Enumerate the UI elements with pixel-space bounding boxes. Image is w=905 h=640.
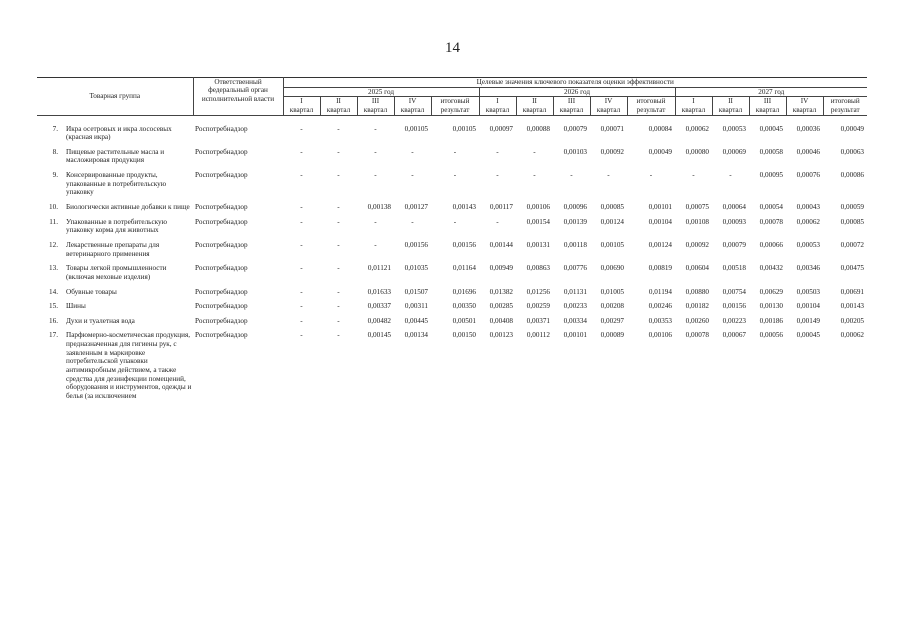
target-value-cell: 0,00092 bbox=[600, 147, 624, 156]
header-quarter-label-line2: квартал bbox=[749, 106, 786, 115]
target-value-cell: 0,00223 bbox=[722, 316, 746, 325]
responsible-org: Роспотребнадзор bbox=[195, 302, 248, 311]
target-value-cell: - bbox=[337, 240, 340, 249]
target-value-cell: 0,00105 bbox=[600, 240, 624, 249]
target-value-cell: 0,00049 bbox=[840, 124, 865, 133]
target-value-cell: - bbox=[300, 264, 303, 273]
target-value-cell: - bbox=[300, 147, 303, 156]
target-value-cell: - bbox=[300, 171, 303, 180]
target-value-cell: 0,00124 bbox=[648, 240, 672, 249]
product-group-name: Товары легкой промышленности (включая меховые изделия) bbox=[66, 264, 167, 281]
target-value-cell: 0,01633 bbox=[367, 287, 391, 296]
target-value-cell: - bbox=[570, 171, 573, 180]
target-value-cell: - bbox=[374, 240, 377, 249]
header-quarter-label-line2: результат bbox=[627, 106, 675, 115]
responsible-org: Роспотребнадзор bbox=[195, 124, 248, 133]
target-value-cell: 0,01164 bbox=[452, 264, 476, 273]
header-quarter-label-line2: квартал bbox=[786, 106, 823, 115]
header-quarter-label: I bbox=[479, 97, 516, 106]
header-quarter-label: III bbox=[357, 97, 394, 106]
target-value-cell: 0,00819 bbox=[648, 264, 672, 273]
target-value-cell: 0,00067 bbox=[722, 331, 746, 340]
target-value-cell: 0,00776 bbox=[563, 264, 587, 273]
target-value-cell: 0,01194 bbox=[648, 287, 672, 296]
target-value-cell: - bbox=[453, 217, 457, 226]
target-value-cell: 0,00297 bbox=[600, 316, 624, 325]
target-value-cell: - bbox=[729, 171, 732, 180]
target-value-cell: - bbox=[533, 171, 536, 180]
target-value-cell: - bbox=[533, 147, 536, 156]
target-value-cell: 0,00072 bbox=[840, 240, 865, 249]
target-value-cell: 0,00075 bbox=[685, 203, 709, 212]
target-value-cell: 0,01256 bbox=[526, 287, 550, 296]
target-value-cell: 0,01035 bbox=[404, 264, 428, 273]
header-quarter-label-line2: результат bbox=[823, 106, 867, 115]
target-value-cell: 0,00117 bbox=[489, 203, 513, 212]
target-value-cell: 0,00045 bbox=[796, 331, 820, 340]
header-quarter-label: III bbox=[553, 97, 590, 106]
target-value-cell: 0,01507 bbox=[404, 287, 428, 296]
target-value-cell: - bbox=[337, 302, 340, 311]
target-value-cell: - bbox=[300, 302, 303, 311]
target-value-cell: 0,00063 bbox=[840, 147, 865, 156]
target-value-cell: 0,00053 bbox=[796, 240, 820, 249]
target-value-cell: - bbox=[453, 171, 457, 180]
target-value-cell: 0,00208 bbox=[600, 302, 624, 311]
responsible-org: Роспотребнадзор bbox=[195, 217, 248, 226]
header-quarter-label-line2: квартал bbox=[590, 106, 627, 115]
target-value-cell: 0,00311 bbox=[404, 302, 428, 311]
header-year-2027: 2027 год bbox=[675, 87, 867, 97]
target-value-cell: 0,00104 bbox=[796, 302, 820, 311]
target-value-cell: 0,00036 bbox=[796, 124, 820, 133]
header-quarter-label-line2: результат bbox=[431, 106, 479, 115]
table-row bbox=[37, 285, 867, 300]
target-value-cell: - bbox=[411, 217, 414, 226]
target-value-cell: 0,00156 bbox=[722, 302, 746, 311]
target-value-cell: 0,00233 bbox=[563, 302, 587, 311]
header-targets-title: Целевые значения ключевого показателя оценки эффективности bbox=[283, 78, 867, 88]
header-quarter-label: итоговый bbox=[431, 97, 479, 106]
row-number: 7. bbox=[52, 124, 58, 133]
row-number: 8. bbox=[52, 147, 58, 156]
page-number: 14 bbox=[445, 40, 460, 56]
target-value-cell: 0,00482 bbox=[367, 316, 391, 325]
target-value-cell: - bbox=[337, 331, 340, 340]
row-number: 13. bbox=[49, 264, 58, 273]
target-value-cell: 0,00045 bbox=[759, 124, 783, 133]
header-quarter-label: IV bbox=[590, 97, 627, 106]
target-value-cell: 0,00182 bbox=[685, 302, 709, 311]
target-value-cell: - bbox=[607, 171, 610, 180]
table-row bbox=[37, 238, 867, 261]
target-value-cell: 0,00118 bbox=[563, 240, 587, 249]
target-value-cell: 0,00246 bbox=[648, 302, 672, 311]
header-quarter-label-line2: квартал bbox=[394, 106, 431, 115]
target-value-cell: 0,00059 bbox=[840, 203, 865, 212]
target-value-cell: - bbox=[300, 316, 303, 325]
target-value-cell: 0,00138 bbox=[367, 203, 391, 212]
target-value-cell: 0,00080 bbox=[685, 147, 709, 156]
target-value-cell: 0,00156 bbox=[404, 240, 428, 249]
target-value-cell: - bbox=[337, 316, 340, 325]
target-value-cell: 0,00062 bbox=[840, 331, 865, 340]
target-value-cell: 0,00949 bbox=[489, 264, 513, 273]
target-value-cell: 0,00079 bbox=[563, 124, 587, 133]
target-value-cell: 0,00123 bbox=[489, 331, 513, 340]
target-value-cell: 0,00285 bbox=[489, 302, 513, 311]
table-row bbox=[37, 328, 867, 403]
target-value-cell: 0,00046 bbox=[796, 147, 820, 156]
responsible-org: Роспотребнадзор bbox=[195, 240, 248, 249]
header-quarter-label: IV bbox=[786, 97, 823, 106]
target-value-cell: - bbox=[374, 147, 377, 156]
target-value-cell: 0,01696 bbox=[452, 287, 476, 296]
product-group-name: Парфюмерно-косметическая продукция, предназначенная для гигиены рук, с заявленным в маркировке потребительской упаковки антимикробным действием, а также средства для дезинфекции помещений, оборудования и инструментов, одежды и белья (за исключением bbox=[66, 331, 192, 400]
target-value-cell: 0,00143 bbox=[840, 302, 865, 311]
target-value-cell: 0,00604 bbox=[685, 264, 709, 273]
row-number: 12. bbox=[49, 240, 58, 249]
target-value-cell: 0,00503 bbox=[796, 287, 820, 296]
target-value-cell: 0,00058 bbox=[759, 147, 783, 156]
header-quarter-label-line2: квартал bbox=[320, 106, 357, 115]
header-quarter-label-line2: квартал bbox=[675, 106, 712, 115]
header-quarter-label: II bbox=[320, 97, 357, 106]
target-value-cell: 0,00432 bbox=[759, 264, 783, 273]
table-row bbox=[37, 122, 867, 145]
target-value-cell: 0,00085 bbox=[600, 203, 624, 212]
target-value-cell: 0,00149 bbox=[796, 316, 820, 325]
target-value-cell: - bbox=[337, 203, 340, 212]
header-quarter-label: итоговый bbox=[627, 97, 675, 106]
target-value-cell: - bbox=[374, 171, 377, 180]
target-value-cell: - bbox=[300, 203, 303, 212]
target-value-cell: 0,00863 bbox=[526, 264, 550, 273]
product-group-name: Лекарственные препараты для ветеринарного применения bbox=[66, 240, 160, 258]
table-row bbox=[37, 200, 867, 215]
target-value-cell: - bbox=[300, 217, 303, 226]
target-value-cell: - bbox=[300, 124, 303, 133]
target-value-cell: 0,00205 bbox=[840, 316, 865, 325]
target-value-cell: 0,00143 bbox=[452, 203, 476, 212]
target-value-cell: 0,00186 bbox=[759, 316, 783, 325]
row-number: 17. bbox=[49, 331, 58, 340]
header-quarter-label: II bbox=[516, 97, 553, 106]
target-value-cell: - bbox=[337, 287, 340, 296]
header-quarter-label: I bbox=[675, 97, 712, 106]
table-row bbox=[37, 314, 867, 329]
target-value-cell: - bbox=[374, 124, 377, 133]
kpi-targets-table bbox=[37, 77, 867, 404]
header-product-group: Товарная группа bbox=[37, 78, 193, 116]
target-value-cell: 0,00154 bbox=[526, 217, 550, 226]
target-value-cell: 0,00071 bbox=[600, 124, 624, 133]
target-value-cell: - bbox=[411, 171, 414, 180]
target-value-cell: 0,00069 bbox=[722, 147, 746, 156]
target-value-cell: 0,01382 bbox=[489, 287, 513, 296]
responsible-org: Роспотребнадзор bbox=[195, 287, 248, 296]
target-value-cell: 0,00054 bbox=[759, 203, 783, 212]
product-group-name: Упакованные в потребительскую упаковку корма для животных bbox=[66, 217, 168, 235]
target-value-cell: 0,00501 bbox=[452, 316, 476, 325]
target-value-cell: 0,00101 bbox=[648, 203, 672, 212]
target-value-cell: 0,00337 bbox=[367, 302, 391, 311]
product-group-name: Обувные товары bbox=[66, 287, 117, 296]
target-value-cell: - bbox=[692, 171, 695, 180]
target-value-cell: 0,01121 bbox=[367, 264, 391, 273]
target-value-cell: 0,00105 bbox=[404, 124, 428, 133]
responsible-org: Роспотребнадзор bbox=[195, 264, 248, 273]
product-group-name: Консервированные продукты, упакованные в потребительскую упаковку bbox=[66, 171, 167, 197]
header-quarter-label-line2: квартал bbox=[479, 106, 516, 115]
target-value-cell: 0,00101 bbox=[563, 331, 587, 340]
target-value-cell: 0,00127 bbox=[404, 203, 428, 212]
target-value-cell: - bbox=[496, 147, 499, 156]
responsible-org: Роспотребнадзор bbox=[195, 203, 248, 212]
row-number: 14. bbox=[49, 287, 58, 296]
target-value-cell: 0,00053 bbox=[722, 124, 746, 133]
target-value-cell: 0,00089 bbox=[600, 331, 624, 340]
target-value-cell: 0,00079 bbox=[722, 240, 746, 249]
target-value-cell: - bbox=[300, 331, 303, 340]
target-value-cell: 0,00078 bbox=[759, 217, 783, 226]
table-row bbox=[37, 215, 867, 238]
target-value-cell: 0,00043 bbox=[796, 203, 820, 212]
target-value-cell: 0,00078 bbox=[685, 331, 709, 340]
header-quarter-label-line2: квартал bbox=[712, 106, 749, 115]
target-value-cell: 0,00106 bbox=[526, 203, 550, 212]
target-value-cell: 0,00084 bbox=[648, 124, 672, 133]
target-value-cell: 0,00106 bbox=[648, 331, 672, 340]
target-value-cell: - bbox=[496, 217, 499, 226]
target-value-cell: - bbox=[337, 171, 340, 180]
header-year-2025: 2025 год bbox=[283, 87, 479, 97]
table-row bbox=[37, 261, 867, 284]
target-value-cell: 0,01005 bbox=[600, 287, 624, 296]
product-group-name: Духи и туалетная вода bbox=[66, 316, 135, 325]
row-number: 11. bbox=[49, 217, 58, 226]
product-group-name: Икра осетровых и икра лососевых (красная икра) bbox=[66, 124, 172, 142]
target-value-cell: 0,00124 bbox=[600, 217, 624, 226]
target-value-cell: 0,00144 bbox=[489, 240, 513, 249]
target-value-cell: - bbox=[300, 240, 303, 249]
target-value-cell: 0,00260 bbox=[685, 316, 709, 325]
target-value-cell: 0,00086 bbox=[840, 171, 865, 180]
target-value-cell: 0,00108 bbox=[685, 217, 709, 226]
target-value-cell: 0,00518 bbox=[722, 264, 746, 273]
target-value-cell: - bbox=[337, 147, 340, 156]
row-number: 15. bbox=[49, 302, 58, 311]
responsible-org: Роспотребнадзор bbox=[195, 316, 248, 325]
target-value-cell: 0,00131 bbox=[526, 240, 550, 249]
target-value-cell: 0,00056 bbox=[759, 331, 783, 340]
target-value-cell: - bbox=[337, 264, 340, 273]
target-value-cell: 0,00112 bbox=[526, 331, 550, 340]
target-value-cell: 0,00445 bbox=[404, 316, 428, 325]
target-value-cell: 0,00334 bbox=[563, 316, 587, 325]
target-value-cell: 0,00259 bbox=[526, 302, 550, 311]
target-value-cell: 0,00134 bbox=[404, 331, 428, 340]
target-value-cell: 0,00103 bbox=[563, 147, 587, 156]
target-value-cell: 0,00049 bbox=[648, 147, 672, 156]
target-value-cell: 0,01131 bbox=[563, 287, 587, 296]
header-responsible-org: Ответственный федеральный орган исполнительной власти bbox=[193, 78, 283, 116]
target-value-cell: 0,00145 bbox=[367, 331, 391, 340]
target-value-cell: 0,00139 bbox=[563, 217, 587, 226]
target-value-cell: 0,00346 bbox=[796, 264, 820, 273]
target-value-cell: 0,00371 bbox=[526, 316, 550, 325]
target-value-cell: - bbox=[411, 147, 414, 156]
target-value-cell: - bbox=[337, 124, 340, 133]
target-value-cell: 0,00076 bbox=[796, 171, 820, 180]
header-quarter-label-line2: квартал bbox=[553, 106, 590, 115]
table-row bbox=[37, 299, 867, 314]
header-quarter-label: итоговый bbox=[823, 97, 867, 106]
target-value-cell: 0,00066 bbox=[759, 240, 783, 249]
header-year-2026: 2026 год bbox=[479, 87, 675, 97]
product-group-name: Пищевые растительные масла и масложировая продукция bbox=[66, 147, 165, 165]
target-value-cell: 0,00156 bbox=[452, 240, 476, 249]
target-value-cell: 0,00880 bbox=[685, 287, 709, 296]
product-group-name: Биологически активные добавки к пище bbox=[66, 203, 190, 212]
target-value-cell: 0,00096 bbox=[563, 203, 587, 212]
target-value-cell: - bbox=[453, 147, 457, 156]
row-number: 10. bbox=[49, 203, 58, 212]
table-row bbox=[37, 145, 867, 168]
header-quarter-label-line2: квартал bbox=[357, 106, 394, 115]
target-value-cell: - bbox=[374, 217, 377, 226]
header-quarter-label-line2: квартал bbox=[283, 106, 320, 115]
target-value-cell: - bbox=[300, 287, 303, 296]
target-value-cell: 0,00093 bbox=[722, 217, 746, 226]
target-value-cell: 0,00105 bbox=[452, 124, 476, 133]
target-value-cell: 0,00691 bbox=[840, 287, 865, 296]
row-number: 16. bbox=[49, 316, 58, 325]
target-value-cell: 0,00085 bbox=[840, 217, 865, 226]
target-value-cell: 0,00092 bbox=[685, 240, 709, 249]
header-quarter-label: IV bbox=[394, 97, 431, 106]
target-value-cell: 0,00150 bbox=[452, 331, 476, 340]
header-quarter-label: II bbox=[712, 97, 749, 106]
target-value-cell: 0,00062 bbox=[796, 217, 820, 226]
target-value-cell: 0,00064 bbox=[722, 203, 746, 212]
table-row bbox=[37, 168, 867, 200]
target-value-cell: 0,00408 bbox=[489, 316, 513, 325]
target-value-cell: 0,00353 bbox=[648, 316, 672, 325]
target-value-cell: - bbox=[496, 171, 499, 180]
product-group-name: Шины bbox=[66, 302, 86, 311]
target-value-cell: 0,00690 bbox=[600, 264, 624, 273]
header-quarter-label: III bbox=[749, 97, 786, 106]
target-value-cell: - bbox=[649, 171, 653, 180]
responsible-org: Роспотребнадзор bbox=[195, 171, 248, 180]
header-quarter-label: I bbox=[283, 97, 320, 106]
header-quarter-label-line2: квартал bbox=[516, 106, 553, 115]
target-value-cell: 0,00629 bbox=[759, 287, 783, 296]
target-value-cell: - bbox=[337, 217, 340, 226]
responsible-org: Роспотребнадзор bbox=[195, 331, 248, 340]
target-value-cell: 0,00754 bbox=[722, 287, 746, 296]
target-value-cell: 0,00095 bbox=[759, 171, 783, 180]
target-value-cell: 0,00062 bbox=[685, 124, 709, 133]
row-number: 9. bbox=[52, 171, 58, 180]
target-value-cell: 0,00130 bbox=[759, 302, 783, 311]
responsible-org: Роспотребнадзор bbox=[195, 147, 248, 156]
target-value-cell: 0,00104 bbox=[648, 217, 672, 226]
target-value-cell: 0,00097 bbox=[489, 124, 513, 133]
target-value-cell: 0,00088 bbox=[526, 124, 550, 133]
target-value-cell: 0,00350 bbox=[452, 302, 476, 311]
target-value-cell: 0,00475 bbox=[840, 264, 865, 273]
